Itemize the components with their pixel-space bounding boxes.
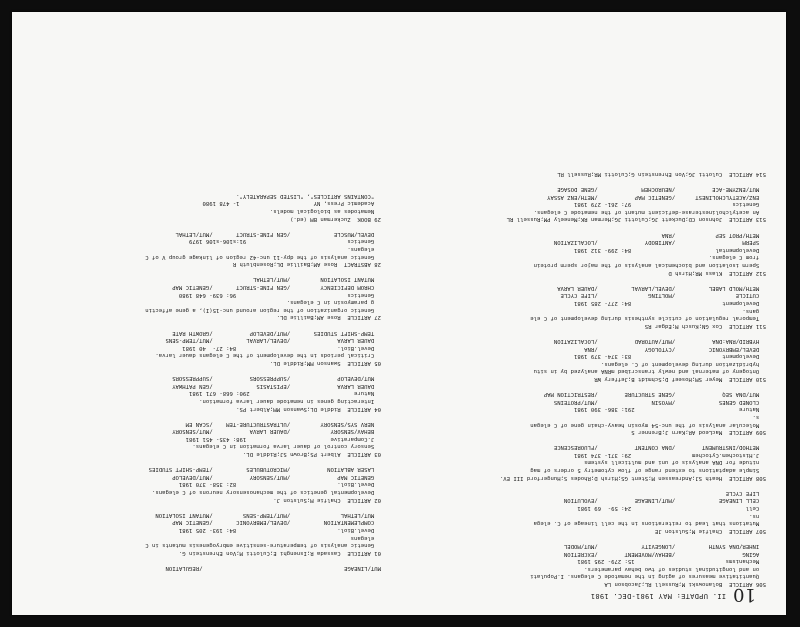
right-line: COMPLEMENTATION /DEVEL/EMBRYONIC /GENETIC MAP [172,519,381,526]
right-line: elegans [350,534,381,541]
upside-down-content [12,12,786,615]
left-line: MUT/DNA SEQ /GENE STRUCTURE /RESTRICTION MAP [543,391,766,398]
right-line [41,412,381,420]
left-line: Quantitative measures of aging in the nematode C elegans. I.Populati [530,573,766,580]
right-line: GENETIC MAP /MUT/SENSORY /MUT/DEVELOP [172,473,381,480]
left-line [426,276,766,284]
right-line: Nature 290: 668- 671 1981 [189,390,381,397]
left-line [426,435,766,443]
right-line: g paramyosin in C elegans. [286,299,381,306]
left-line: Development 83: 374- 379 1981 [574,353,766,360]
right-line: 29 BOOK Zuckerman BM (ed.) [290,215,381,222]
left-line: An acetylcholinesterase-deficient mutant of the nematode C elegans. [533,208,766,215]
left-line: CLONED GENES /MYOSIN /MUT/PROTEINS [553,398,766,405]
right-line: 03 ARTICLE Albert PS;Brown SJ;Riddle DL. [242,451,381,458]
right-line: elegans. [347,246,381,253]
right-line: 04 ARTICLE Riddle DL;Swanson MM;Albert PS. [236,405,381,412]
left-line: CUTICLE /MOLTING /LIFE CYCLE [560,292,766,299]
right-line: 28 ABSTRACT Rose AM;Baillie DL;Rosenbluth R [232,261,381,268]
left-line: Sperm isolation and biochemical analysis of the major sperm protein [533,262,766,269]
right-line: Genetic analysis of the dpy-11 unc-42 region of linkage group V of C [145,253,381,260]
right-line [41,267,381,275]
right-line: NERV SYS/SENSORY /ULTRASTRUCTURE-TEM /SCAN EM [185,420,381,427]
left-line: nitude for DNA analysis of uni and multicell systems [584,459,766,466]
right-line: Sensory control of dauer larva formation in C elegans. [192,443,381,450]
left-line: 512 ARTICLE Klass MR;Hirsh D [668,269,766,276]
right-line: CHROM DEFICIENCY /GEN FINE-STRUCT /GENETIC MAP [172,284,381,291]
right-line: LASER ABLATION /MICROTUBULES /TEMP-SHIFT STUDIES [148,466,381,473]
section-header: II. UPDATE: MAY 1981-DEC. 1981 [590,592,726,600]
left-line: MUT/ENZYME-ACE /NEUROCHEM /GENE DOSAGE [557,186,766,193]
left-line: Mutations that lead to reiterations in the cell lineage of C. elega [533,520,766,527]
left-line: LIFE CYCLE [725,489,766,496]
left-line: CELL LINEAGE /MUT/LINEAGE /EVOLUTION [563,497,766,504]
left-line [426,481,766,489]
left-line [426,329,766,337]
left-line: AGING /BEHAV/MOVEMENT /EXCRETION [563,550,766,557]
right-line [41,222,381,230]
right-line: 27 ARTICLE Rose AM;Baillie DL. [276,314,381,321]
left-line: from C elegans. [708,254,766,261]
right-line [41,556,381,564]
right-line: Nematodes as biological models. [269,208,381,215]
left-line [426,534,766,542]
left-line: hybridization during development of C. elegans. [600,360,766,367]
left-line: 511 ARTICLE Cox GN;Kusch M;Edgar RS [644,322,766,329]
left-line: Genetics 97: 261- 279 1981 [574,201,766,208]
left-line: Cell 24: 59- 69 1981 [577,505,766,512]
left-line: METH/MOLD LABEL /DEVEL/LARVAL /DAUER LARVA [557,284,766,291]
left-line: HYBRID/RNA:DNA /MUT/AUTORAD /LOCALIZATION [553,338,766,344]
right-line: DAUER LARVA /DEVEL/LARVAL /MUT/TEMP-SENS [165,337,381,344]
left-line: METH/PROT SEP /RNA [661,231,766,238]
right-line: Academic Press, NY 1- 478 1980 [202,200,381,207]
right-line: Genetic organization of the region around unc-15(I), a gene affectin [145,306,381,313]
right-line: Interacting genes in nematode dauer larva formation. [199,397,381,404]
left-line: SPERM /ANTIBODY /LOCALIZATION [553,239,766,246]
right-line: Devel.Biol. 84: 193- 205 1981 [178,527,381,534]
left-line [426,382,766,390]
right-column [41,191,381,571]
left-line: METHOD/INSTRUMENT /DNA CONTENT /FLUORESCENCE [553,444,766,451]
right-line: J.Comparative 198: 435- 451 1981 [185,435,381,442]
left-line: Molecular analysis of the unc-54 myosin heavy-chain gene of C elegan [530,421,766,428]
right-line [41,320,381,328]
right-line: Genetic analysis of temperature-sensitive embryogenesis mutants in C [145,542,381,549]
right-line: MUT/LINEAGE /REGULATION [165,565,381,571]
left-line: 509 ARTICLE MacLeod AR;Karn J;Brenner S [631,429,766,436]
right-line: DAUER LARVA /EPISTASIS /GEN PATHWAY [172,382,381,389]
left-line: 514 ARTICLE Culotti JG;Von Ehrenstein G;Culotti MR;Russell RL [557,170,766,177]
left-line: ns. [749,512,766,519]
left-line [426,177,766,185]
left-line: 510 ARTICLE Meyer SM;Hoseef D;Schmidt B;Jeffery WR [594,375,766,382]
right-line: Devel.Biol. 82: 358- 370 1981 [178,481,381,488]
left-line [426,223,766,231]
right-line: 01 ARTICLE Cassada R;Isnenghi E;Culotti M;Von Ehrenstein G. [178,549,381,556]
right-line: Genetics 96: 639- 648 1980 [178,291,381,298]
right-line: TEMP-SHIFT STUDIES /MUT/DEVELOP /GROWTH RATE [172,329,381,336]
left-line: s. [752,413,766,420]
right-line: MUT/LETHAL /MUT/TEMP-SENS /MUTANT ISOLATION [155,511,381,518]
left-line: ENZ/ACETYLCHOLINEST /GENETIC MAP /METH/ENZ ASSAY [547,193,766,200]
left-line: 507 ARTICLE Chalfie M;Sulston JE [654,527,766,534]
right-line [41,457,381,465]
left-line: Nature 291: 386- 390 1981 [574,406,766,413]
left-line: DEVEL/EMBRYONIC /CYTOLOGY /RNA [584,345,766,352]
right-line [41,503,381,511]
right-line: BEHAV/SENSORY /DAUER LARVA /MUT/SENSORY [172,428,381,435]
left-line: INHER/DNA SYNTH /LONGEVITY /MUT/MODEL [563,543,766,550]
right-line: DEVEL/MUSCLE /GEN FINE-STRUCT /MUT/LETHAL [175,230,381,237]
left-line: Developmental 84: 299- 312 1981 [574,246,766,253]
left-line: Ontogeny of maternal and newly transcribed mRNA analyzed by in situ [533,368,766,375]
left-line: 506 ARTICLE Bolanowski M;Russell RL;Jacobson LA [604,581,766,587]
scanned-page [12,12,786,615]
left-line: Temporal regulation of cuticle synthesis during development of C ele [530,315,766,322]
right-line: Devel.Biol. 84: 27- 40 1981 [182,344,381,351]
right-line: Critical periods in the development of the C elegans dauer larva. [155,352,381,359]
left-column [426,169,766,587]
right-line: MUT/DEVELOP /SUPPRESSORS /SUPPRESSORS [172,375,381,382]
left-line: 513 ARTICLE Johnson CD;Duckett JG;Culotti JG;Herman RK;Meneely PM;Russell RL [506,216,766,223]
left-line: Development 84: 277- 285 1981 [574,300,766,307]
right-line: MUTANT ISOLATION /MUT/LETHAL [253,276,381,283]
right-line: 02 ARTICLE Chalfie M;Sulston J. [273,496,381,503]
left-line: gans. [742,307,766,314]
right-line: Genetics 91:s106-s106 1979 [189,238,381,245]
left-line: on and longitudinal studies of two behav parameters. [584,565,766,572]
left-line: Mechanisms 15: 279- 295 1981 [577,558,766,565]
right-line: "CONTAINS ARTICLES", "LISTED SEPARATELY". [236,192,381,199]
right-line: 05 ARTICLE Swanson MM;Riddle DL. [269,359,381,366]
page-number: 10 [733,584,756,605]
right-line [41,366,381,374]
left-line: 508 ARTICLE Heath SJ;Andreassen M;Stent GS;Hirsh D;Rhodes S;Hungerford III EV. [499,474,766,481]
left-line: Simple adaptations to extend range of flow cytometry 5 orders of mag [530,467,766,474]
left-line: J.Histochem.Cytochem 29: 371- 374 1981 [574,451,766,458]
right-line: Developmental genetics of the mechanosensory neurons of C elegans. [151,489,381,496]
